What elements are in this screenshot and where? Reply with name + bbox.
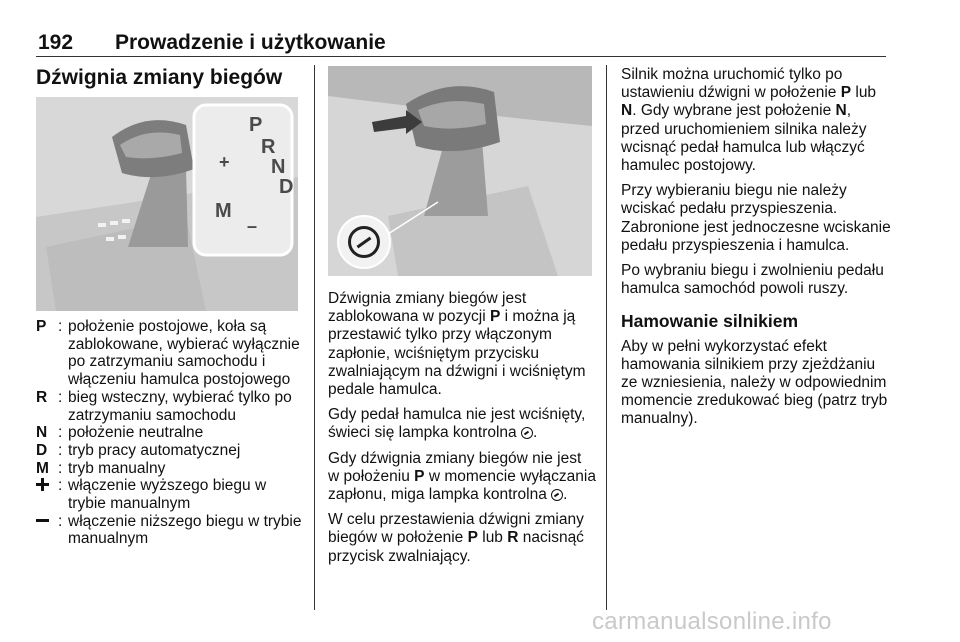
gear-letter: P xyxy=(489,308,501,326)
shift-label-n: N xyxy=(271,156,286,178)
definition-key: N xyxy=(36,424,48,442)
shift-label-m: M xyxy=(215,200,232,222)
gear-letter: P xyxy=(467,529,478,547)
text-run: i można ją przestawić tylko przy włączonym zapłonie, wciśniętym przycisku zwalniającym na dźwigni i wciśniętym pedale hamulca. xyxy=(328,308,586,399)
section-title: Dźwignia zmiany biegów xyxy=(36,66,283,89)
text-run: w momencie wyłączania zapłonu, miga lampka kontrolna xyxy=(328,467,596,504)
column-divider-left xyxy=(314,65,315,610)
gear-letter: P xyxy=(414,467,425,485)
definition-m xyxy=(36,460,302,478)
definition-separator: : xyxy=(58,459,63,477)
control-lamp-icon xyxy=(551,489,563,501)
column-divider-right xyxy=(606,65,607,610)
definition-n xyxy=(36,424,302,442)
definition-separator: : xyxy=(58,441,63,459)
header-rule xyxy=(36,56,886,57)
text-run: Gdy dźwignia zmiany biegów nie jest w położeniu xyxy=(328,449,582,485)
text-run: . xyxy=(532,424,538,442)
shift-lock-figure xyxy=(328,66,592,276)
text-run: lub xyxy=(477,529,508,547)
subsection-heading: Hamowanie silnikiem xyxy=(621,311,799,332)
text-run: , przed uruchomieniem silnika należy wcisnąć pedał hamulca lub włączyć hamulec postojowy. xyxy=(621,102,867,175)
text-run: Dźwignia zmiany biegów jest zablokowana w pozycji xyxy=(328,290,527,326)
page-number: 192 xyxy=(38,31,74,54)
gear-letter: N xyxy=(835,102,847,120)
definition-minus xyxy=(36,513,302,548)
gear-letter: R xyxy=(507,529,519,547)
definition-key: P xyxy=(36,318,47,335)
paragraph xyxy=(328,511,596,566)
paragraph: Aby w pełni wykorzystać efekt hamowania silnikiem przy zjeżdżaniu ze wzniesienia, należy w odpowiednim momencie zredukować bieg (patrz tryb manualny). xyxy=(621,337,888,428)
definition-text: położenie postojowe, koła są zablokowane, wybierać wyłącznie po zatrzymaniu samochodu i włączeniu hamulca postojowego xyxy=(68,318,300,389)
definition-text: tryb pracy automatycznej xyxy=(68,441,241,459)
watermark: carmanualsonline.info xyxy=(592,608,832,635)
text-run: . xyxy=(563,486,568,504)
paragraph: Po wybraniu biegu i zwolnieniu pedału hamulca samochód powoli ruszy. xyxy=(621,262,884,298)
definition-r xyxy=(36,389,302,424)
definition-separator: : xyxy=(58,318,63,335)
definition-separator: : xyxy=(58,512,63,530)
definition-key: M xyxy=(36,459,49,477)
chapter-title: Prowadzenie i użytkowanie xyxy=(115,31,386,54)
paragraph xyxy=(328,450,596,505)
definition-p xyxy=(36,318,302,389)
gear-letter: N xyxy=(621,102,633,120)
text-run: lub xyxy=(851,84,877,102)
definition-separator: : xyxy=(58,388,63,406)
definition-key: D xyxy=(36,441,48,459)
plus-icon xyxy=(36,477,58,512)
definition-text: bieg wsteczny, wybierać tylko po zatrzymaniu samochodu xyxy=(68,388,292,424)
definition-text: tryb manualny xyxy=(68,459,166,477)
text-run: nacisnąć przycisk zwalniający. xyxy=(328,529,584,565)
gear-position-list xyxy=(36,318,302,548)
text-run: W celu przestawienia dźwigni zmiany biegów w położenie xyxy=(328,511,584,547)
definition-key: R xyxy=(36,388,48,406)
text-run: Silnik można uruchomić tylko po ustawieniu dźwigni w położenie xyxy=(621,66,843,102)
shift-label-minus: – xyxy=(247,216,258,236)
definition-separator: : xyxy=(58,424,63,442)
text-run: Gdy pedał hamulca nie jest wciśnięty, świeci się lampka kontrolna xyxy=(328,406,586,442)
control-lamp-icon xyxy=(521,427,533,439)
shift-label-plus: + xyxy=(219,152,230,172)
minus-icon xyxy=(36,513,58,548)
definition-text: włączenie niższego biegu w trybie manualnym xyxy=(68,512,302,548)
paragraph: Przy wybieraniu biegu nie należy wciskać pedału przyspieszenia. Zabronione jest jednoczesne wciskanie pedału przyspieszenia i hamulca. xyxy=(621,182,891,254)
definition-separator: : xyxy=(58,477,63,495)
shift-label-r: R xyxy=(261,136,276,158)
definition-text: włączenie wyższego biegu w trybie manualnym xyxy=(68,477,267,513)
right-text-column xyxy=(621,66,891,436)
gear-lever-figure xyxy=(36,97,298,311)
shift-lock-indicator-icon xyxy=(348,226,380,258)
definition-d xyxy=(36,442,302,460)
definition-plus xyxy=(36,477,302,512)
paragraph xyxy=(328,290,596,399)
middle-text-column xyxy=(328,290,596,573)
paragraph xyxy=(328,406,596,442)
text-run: . Gdy wybrane jest położenie xyxy=(632,102,836,120)
shift-pattern-inset xyxy=(199,110,294,250)
paragraph xyxy=(621,66,891,175)
definition-text: położenie neutralne xyxy=(68,424,204,442)
gear-letter: P xyxy=(840,84,852,102)
shift-label-d: D xyxy=(279,176,294,198)
shift-label-p: P xyxy=(249,114,263,136)
